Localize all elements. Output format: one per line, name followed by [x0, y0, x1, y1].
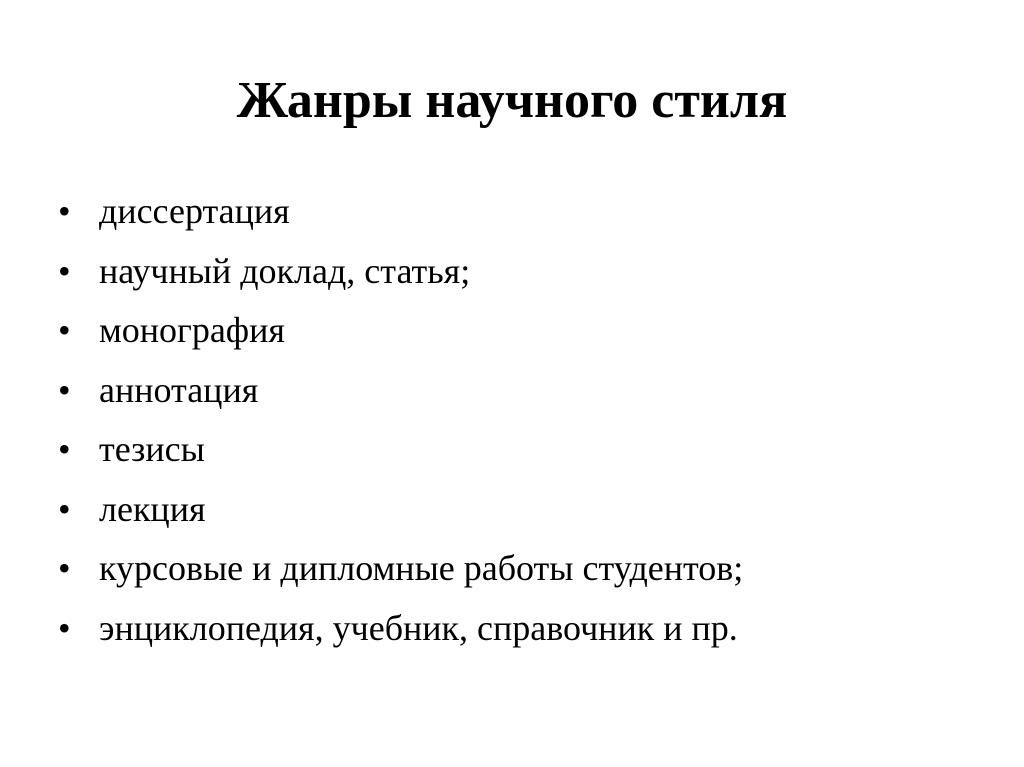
bullet-list [58, 182, 743, 658]
list-item [58, 301, 743, 361]
bullet-icon: • [58, 548, 71, 588]
list-item [58, 480, 743, 540]
list-item-text: лекция [99, 488, 206, 529]
bullet-icon: • [58, 429, 71, 469]
bullet-icon: • [58, 607, 71, 648]
list-item [58, 539, 743, 599]
list-item-text: диссертация [99, 191, 290, 231]
list-item [58, 420, 743, 480]
list-item [58, 242, 743, 302]
list-item-text: тезисы [99, 429, 205, 469]
list-item-text: аннотация [99, 369, 259, 410]
list-item [58, 361, 743, 421]
list-item-text: курсовые и дипломные работы студентов; [99, 548, 744, 588]
bullet-icon: • [58, 250, 71, 291]
bullet-icon: • [58, 369, 71, 410]
list-item-text: научный доклад, статья; [99, 250, 471, 291]
slide-title: Жанры научного стиля [236, 72, 788, 129]
list-item [58, 599, 743, 659]
bullet-icon: • [58, 191, 71, 231]
bullet-icon: • [58, 310, 71, 350]
bullet-icon: • [58, 488, 71, 529]
list-item [58, 182, 743, 242]
list-item-text: энциклопедия, учебник, справочник и пр. [99, 607, 738, 648]
list-item-text: монография [99, 310, 285, 350]
